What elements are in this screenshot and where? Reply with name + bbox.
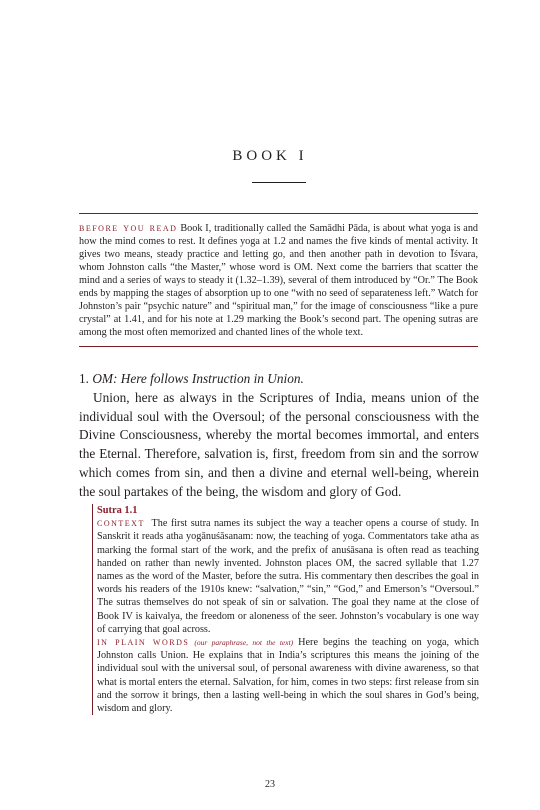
paraphrase-note: (our paraphrase, not the text)	[194, 638, 294, 648]
sutra-1-1	[79, 370, 479, 502]
book-title: BOOK I	[232, 148, 308, 164]
context-text: The first sutra names its subject the way a teacher opens a course of study. In Sanskrit it reads atha yogānuśāsanam: now, the teaching of yoga. Commentators take atha as marking the formal start of the work, and the prefix of anuśāsana is often read as teaching handed on rather than newly invented. Johnston places OM, the sacred syllable that 1.27 names as the word of the Master, before the sutra. His commentary then describes the goal in words his readers of the 1910s knew: “salvation,” “sin,” “God,” and Emerson’s “Oversoul.” The sutras themselves do not speak of sin or salvation. The goal they name at the close of Book IV is kaivalya, the freedom or aloneness of the seer. Johnston’s vocabulary is one way of carrying that goal across.	[97, 518, 479, 635]
commentary-title: Sutra 1.1	[97, 505, 138, 516]
sutra-heading	[79, 370, 479, 389]
sutra-body: Union, here as always in the Scriptures of India, means union of the individual soul with the Oversoul; of the personal consciousness with the Divine Consciousness, whereby the mortal becomes immortal, and enters the Eternal. Therefore, salvation is, first, freedom from sin and the sorrow which comes from sin, and then a divine and eternal well-being, wherein the soul partakes of the being, the wisdom and glory of God.	[79, 389, 479, 499]
before-you-read-box	[79, 213, 478, 347]
title-rule	[252, 182, 306, 183]
before-you-read-text: Book I, traditionally called the Samādhi Pāda, is about what yoga is and how the mind comes to rest. It defines yoga at 1.2 and names the five kinds of mental activity. It gives two means, steady practice and letting go, and then another path in devotion to Īśvara, whom Johnston calls “the Master,” whose word is OM. Next come the barriers that scatter the mind and a series of ways to steady it (1.32–1.39), several of them introduced by “Or.” The Book ends by mapping the stages of absorption up to one “with no seed of separateness left.” Watch for Johnston’s pair “psychic nature” and “spiritual man,” for the image of consciousness “like a pure crystal” at 1.41, and for his note at 1.29 marking the Book’s second part. The opening sutras are among the most often memorized and chanted lines of the whole text.	[79, 223, 479, 338]
commentary-sidebar	[92, 504, 479, 715]
page-number: 23	[265, 779, 275, 790]
sutra-heading-text: OM: Here follows Instruction in Union.	[92, 371, 304, 386]
context-paragraph	[97, 517, 479, 636]
sutra-number: 1.	[79, 371, 89, 386]
plain-words-text: Here begins the teaching on yoga, which Johnston calls Union. He explains that in India’s scriptures this means the joining of the individual soul with the universal soul, of personal awareness with divine awareness, so that what is mortal enters the eternal. Salvation, for him, comes in two steps: first release from sin and the sorrow it brings, then a lasting well-being in which the soul shares in God’s being, wisdom and glory.	[97, 637, 480, 715]
plain-words-label: in plain words	[97, 636, 190, 649]
plain-words-paragraph	[97, 636, 479, 715]
before-you-read-label: before you read	[79, 222, 178, 234]
context-label: context	[97, 517, 145, 530]
